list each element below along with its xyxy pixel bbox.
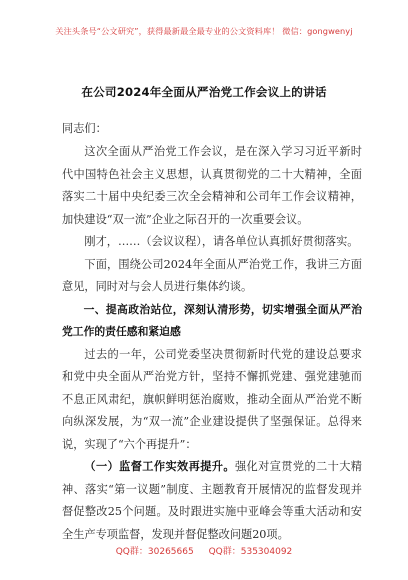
footer-qq-group-2: QQ群：535304092 — [208, 547, 293, 557]
subsection-heading-1: （一）监督工作实效再提升。 — [84, 460, 235, 473]
paragraph-agenda: 刚才，……（会议议程），请各单位认真抓好贯彻落实。 — [84, 235, 359, 248]
footer-qq-group-1: QQ群：30265665 — [115, 547, 194, 557]
footer — [0, 544, 408, 557]
paragraph-section1: 过去的一年，公司党委坚决贯彻新时代党的建设总要求和党中央全面从严治党方针，坚持不懈抓党建、强党建驰而不息正风肃纪，旗帜鲜明惩治腐败，推动全面从严治党不断向纵深发展，为“双一流”企业建设提供了坚强保证。总得来说，实现了“六个再提升”： — [62, 347, 362, 451]
document-body — [62, 141, 362, 546]
header-banner: 关注头条号“公文研究”，获得最新最全最专业的公文资料库！ 微信：gongwenyj — [55, 26, 353, 36]
subsection-text-1: 强化对宣贯党的二十大精神、落实“第一议题”制度、主题教育开展情况的监督发现并督促整改25个问题。及时跟进实施中亚峰会等重大活动和安全生产专项监督，发现并督促整改问题20项。 — [62, 460, 362, 541]
document-title: 在公司2024年全面从严治党工作会议上的讲话 — [81, 85, 327, 99]
paragraph-subsection1 — [62, 456, 362, 546]
salutation: 同志们： — [62, 122, 107, 135]
section-heading-1: 一、提高政治站位，深刻认清形势，切实增强全面从严治党工作的责任感和紧迫感 — [62, 302, 362, 338]
paragraph-intro: 这次全面从严治党工作会议，是在深入学习习近平新时代中国特色社会主义思想，认真贯彻党的二十大精神，全面落实二十届中央纪委三次全会精神和公司年工作会议精神，加快建设“双一流”企业之际召开的一次重要会议。 — [62, 145, 362, 226]
paragraph-outline: 下面，围绕公司2024年全面从严治党工作，我讲三方面意见，同时对与会人员进行集体约谈。 — [62, 257, 362, 293]
